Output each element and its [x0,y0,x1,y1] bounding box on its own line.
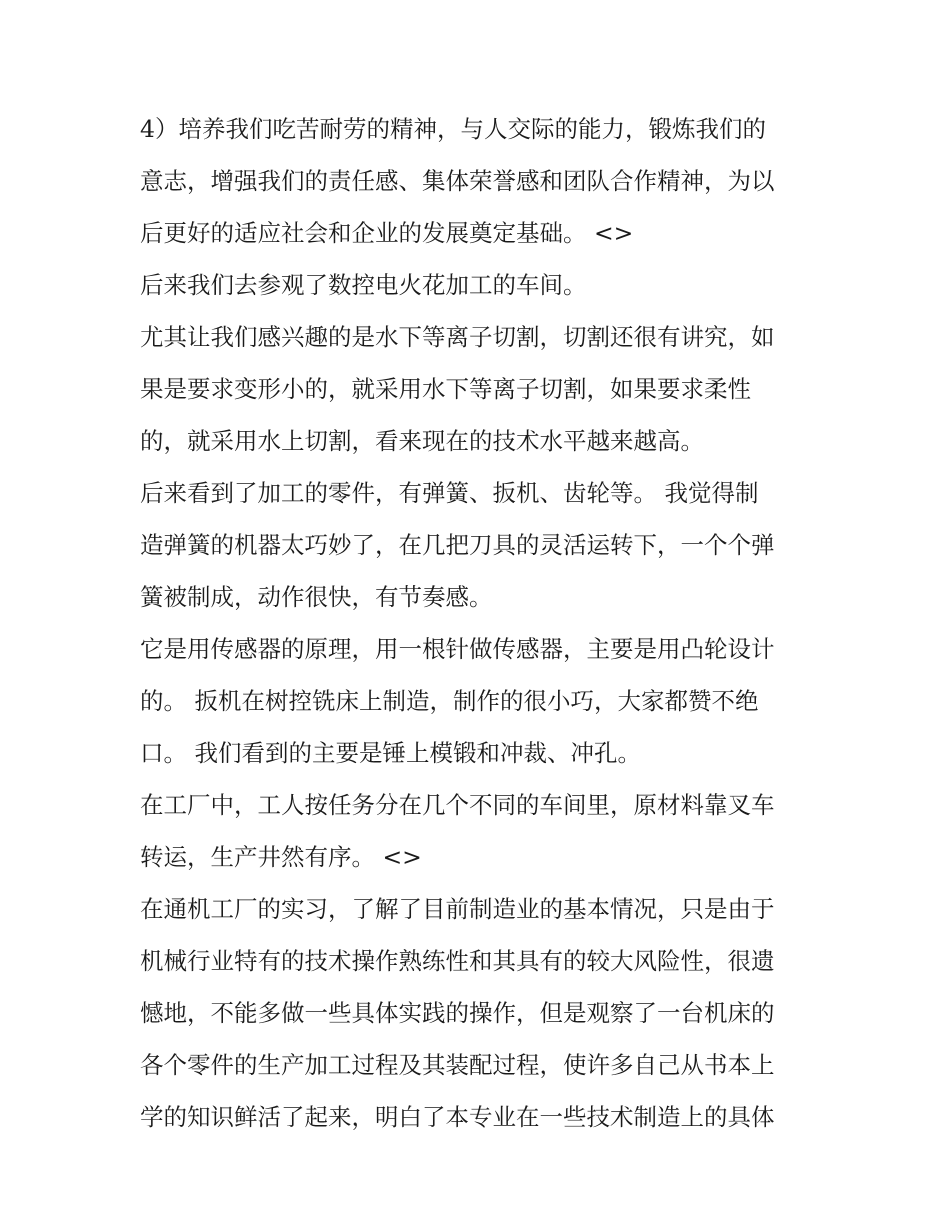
text-line-15: 转运，生产井然有序。 <> [140,843,422,871]
text-line-17: 机械行业特有的技术操作熟练性和其具有的较大风险性，很遗 [140,947,775,975]
text-line-18: 憾地，不能多做一些具体实践的操作，但是观察了一台机床的 [140,999,775,1027]
text-line-19: 各个零件的生产加工过程及其装配过程，使许多自己从书本上 [140,1051,775,1079]
text-line-11: 它是用传感器的原理，用一根针做传感器，主要是用凸轮设计 [140,635,775,663]
text-line-5: 尤其让我们感兴趣的是水下等离子切割，切割还很有讲究，如 [140,323,775,351]
text-line-10: 簧被制成，动作很快，有节奏感。 [140,583,493,611]
text-line-12: 的。 扳机在树控铣床上制造，制作的很小巧，大家都赞不绝 [140,687,759,715]
text-line-8: 后来看到了加工的零件，有弹簧、扳机、齿轮等。 我觉得制 [140,479,759,507]
text-line-13: 口。 我们看到的主要是锤上模锻和冲裁、冲孔。 [140,739,641,767]
text-line-14: 在工厂中，工人按任务分在几个不同的车间里，原材料靠叉车 [140,791,775,819]
text-line-7: 的，就采用水上切割，看来现在的技术水平越来越高。 [140,427,704,455]
text-line-20: 学的知识鲜活了起来，明白了本专业在一些技术制造上的具体 [140,1103,775,1131]
text-line-6: 果是要求变形小的，就采用水下等离子切割，如果要求柔性 [140,375,751,403]
text-line-3: 后更好的适应社会和企业的发展奠定基础。 <> [140,219,634,247]
text-line-4: 后来我们去参观了数控电火花加工的车间。 [140,271,587,299]
text-line-2: 意志，增强我们的责任感、集体荣誉感和团队合作精神，为以 [140,167,775,195]
text-line-9: 造弹簧的机器太巧妙了，在几把刀具的灵活运转下，一个个弹 [140,531,775,559]
text-line-16: 在通机工厂的实习，了解了目前制造业的基本情况，只是由于 [140,895,775,923]
text-line-1: 4）培养我们吃苦耐劳的精神，与人交际的能力，锻炼我们的 [140,115,766,143]
document-body [140,111,820,1151]
